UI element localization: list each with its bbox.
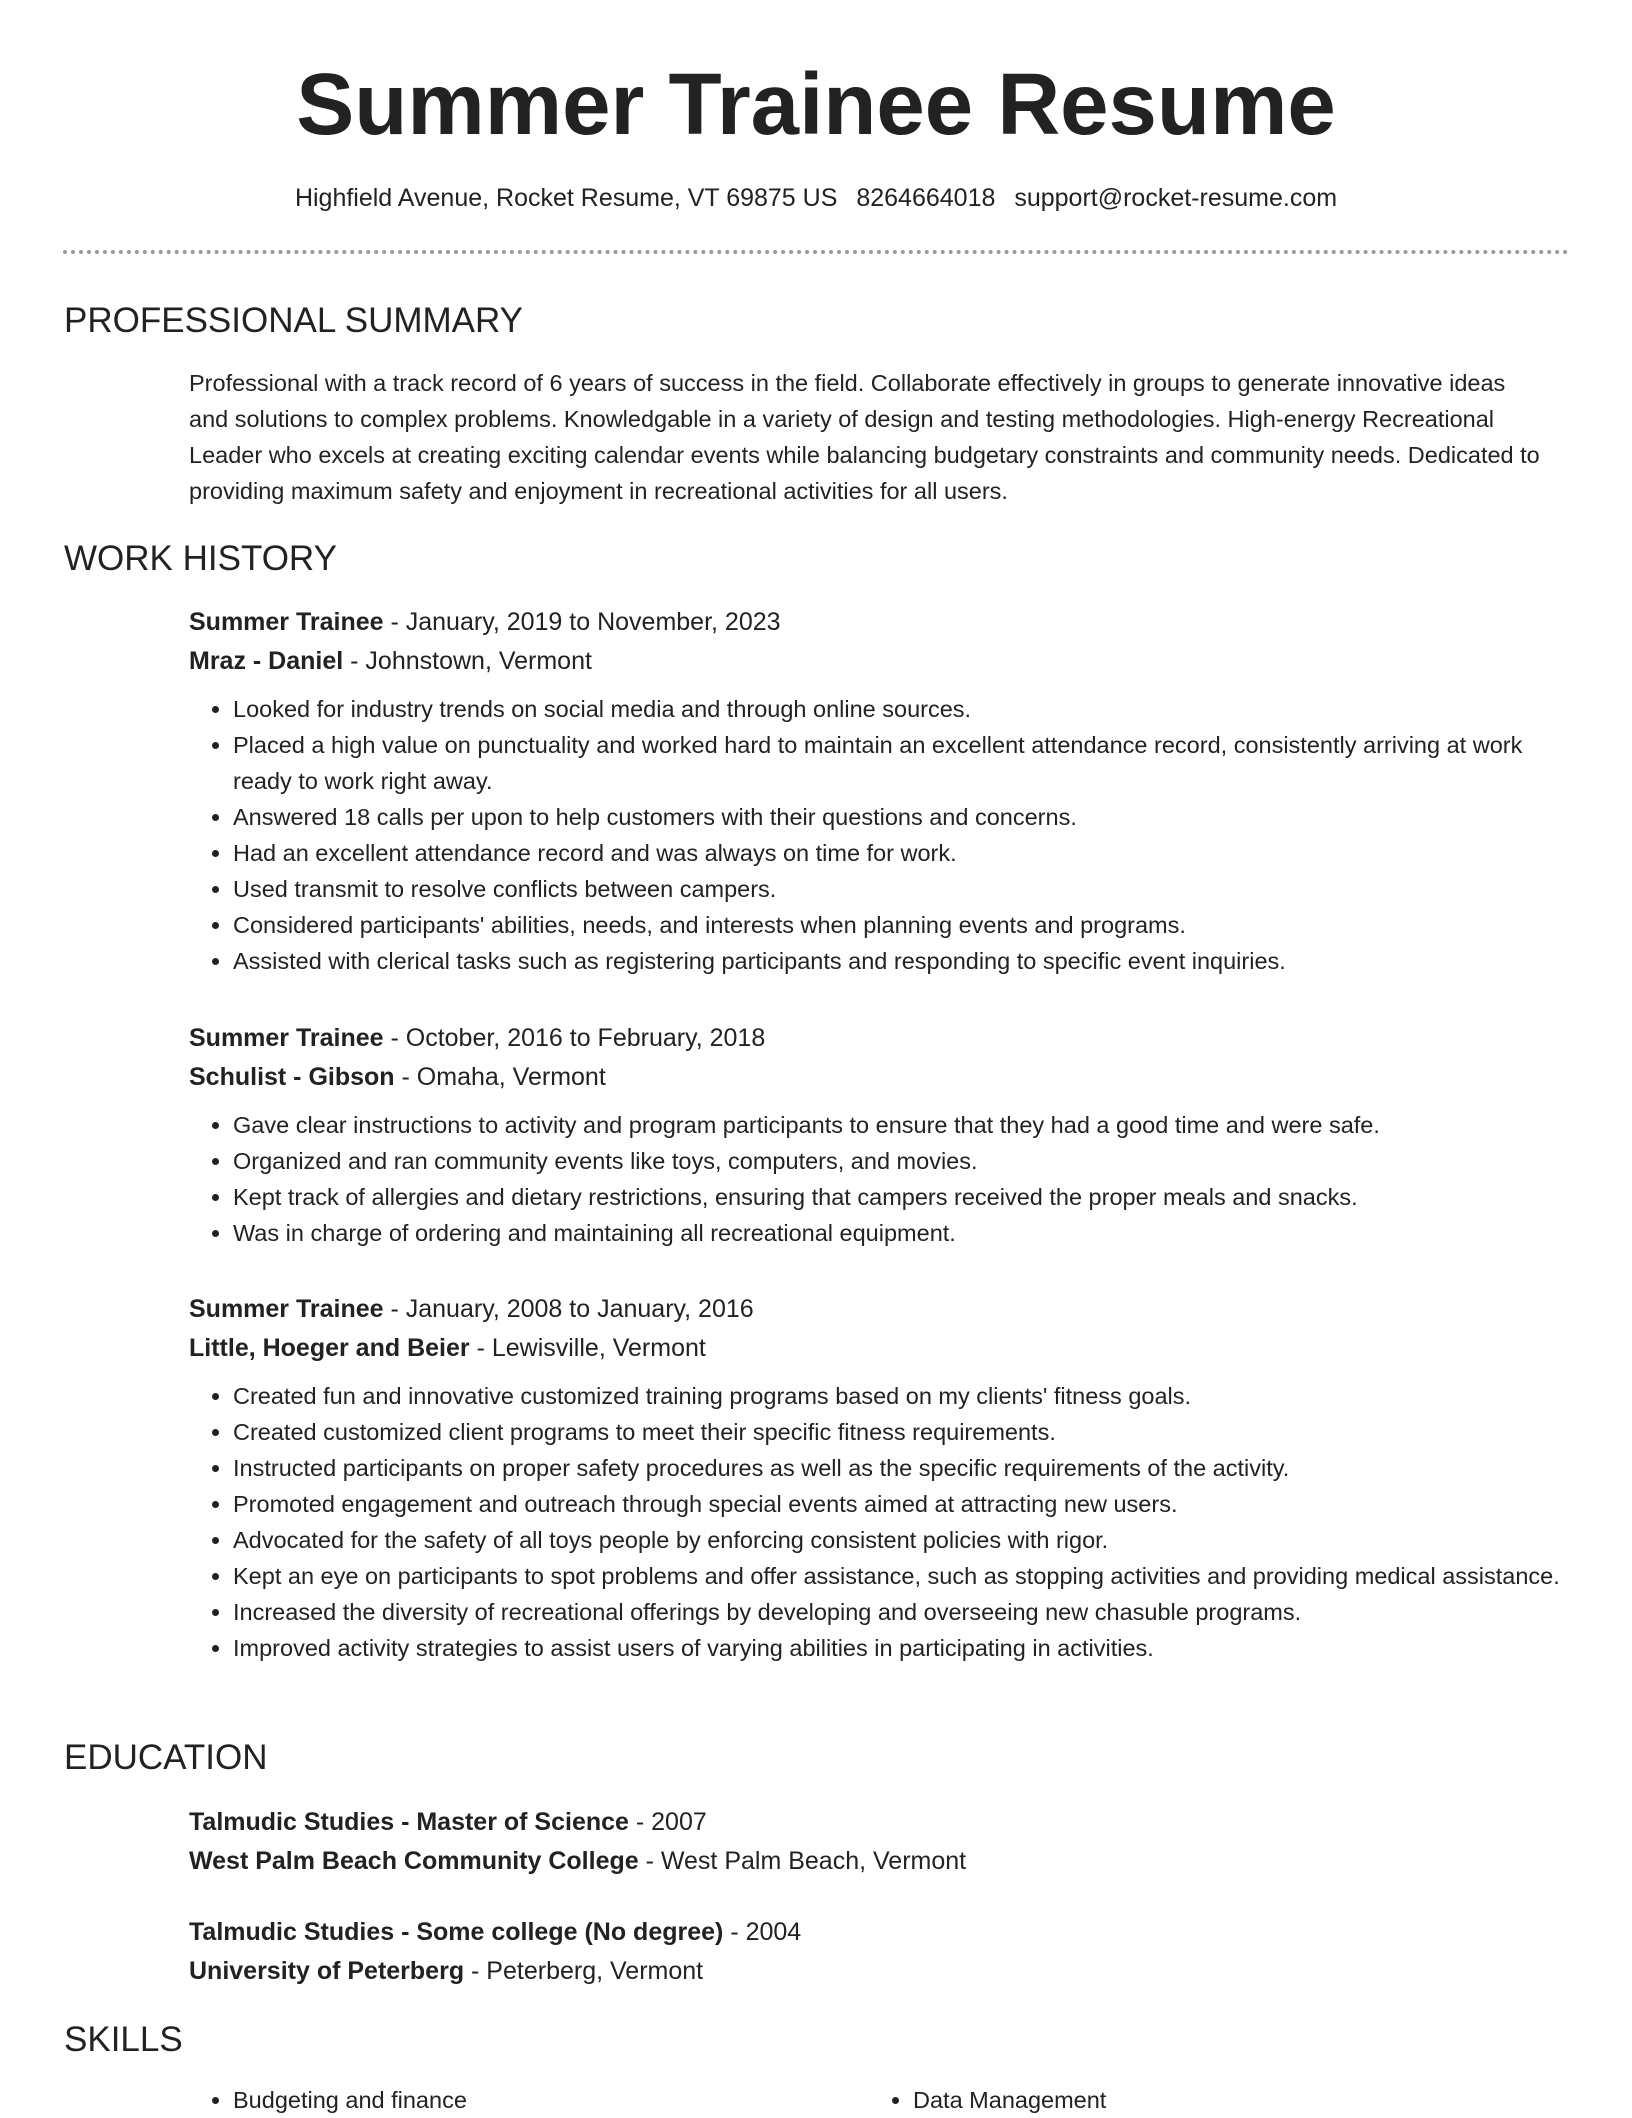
job-dates: - October, 2016 to February, 2018 (383, 1024, 766, 1052)
job-company: Mraz - Daniel (189, 647, 344, 675)
job-company-line (189, 1058, 1569, 1097)
list-item: • Was in charge of ordering and maintaining all recreational equipment. (233, 1215, 1569, 1251)
education-entry (189, 1803, 1569, 1881)
job-company: Little, Hoeger and Beier (189, 1334, 470, 1362)
job-location: - Omaha, Vermont (394, 1063, 606, 1091)
job-bullets (189, 691, 1569, 979)
education-location: - Peterberg, Vermont (464, 1957, 704, 1985)
job-title-line (189, 1019, 1569, 1058)
section-heading-skills: SKILLS (64, 2020, 183, 2059)
job-title-line (189, 603, 1569, 642)
list-item: • Improved activity strategies to assist users of varying abilities in participating in activities. (233, 1630, 1569, 1666)
contact-line (0, 181, 1632, 215)
job-dates: - January, 2008 to January, 2016 (383, 1295, 754, 1323)
job-company-line (189, 1329, 1569, 1368)
education-year: - 2007 (628, 1808, 707, 1836)
job-entry (189, 1290, 1569, 1666)
job-title: Summer Trainee (189, 1295, 384, 1323)
job-entry (189, 603, 1569, 979)
list-item: • Kept an eye on participants to spot problems and offer assistance, such as stopping activities and providing medical assistance. (233, 1558, 1569, 1594)
education-school-line (189, 1952, 1569, 1991)
section-heading-work: WORK HISTORY (64, 539, 337, 578)
list-item: • Placed a high value on punctuality and worked hard to maintain an excellent attendance record, consistently arriving at work ready to work right away. (233, 727, 1569, 799)
skills-column-left (189, 2082, 467, 2118)
job-location: - Johnstown, Vermont (343, 647, 592, 675)
list-item: • Data Management (913, 2082, 1106, 2118)
list-item: • Promoted engagement and outreach through special events aimed at attracting new users. (233, 1486, 1569, 1522)
education-degree: Talmudic Studies - Master of Science (189, 1808, 629, 1836)
education-degree-line (189, 1913, 1569, 1952)
list-item: • Increased the diversity of recreational offerings by developing and overseeing new chasuble programs. (233, 1594, 1569, 1630)
list-item: • Advocated for the safety of all toys people by enforcing consistent policies with rigor. (233, 1522, 1569, 1558)
education-location: - West Palm Beach, Vermont (638, 1847, 967, 1875)
list-item: • Organized and ran community events like toys, computers, and movies. (233, 1143, 1569, 1179)
section-heading-summary: PROFESSIONAL SUMMARY (64, 301, 523, 340)
job-company-line (189, 642, 1569, 681)
job-bullets (189, 1107, 1569, 1251)
list-item: • Considered participants' abilities, needs, and interests when planning events and programs. (233, 907, 1569, 943)
list-item: • Kept track of allergies and dietary restrictions, ensuring that campers received the proper meals and snacks. (233, 1179, 1569, 1215)
header-divider (63, 250, 1569, 254)
list-item: • Created fun and innovative customized training programs based on my clients' fitness goals. (233, 1378, 1569, 1414)
education-year: - 2004 (723, 1918, 802, 1946)
contact-email: support@rocket-resume.com (1014, 184, 1338, 212)
list-item: • Gave clear instructions to activity and program participants to ensure that they had a good time and were safe. (233, 1107, 1569, 1143)
education-entry (189, 1913, 1569, 1991)
education-school: University of Peterberg (189, 1957, 465, 1985)
list-item: • Assisted with clerical tasks such as registering participants and responding to specific event inquiries. (233, 943, 1569, 979)
list-item: • Instructed participants on proper safety procedures as well as the specific requirements of the activity. (233, 1450, 1569, 1486)
education-degree-line (189, 1803, 1569, 1842)
education-school-line (189, 1842, 1569, 1881)
job-entry (189, 1019, 1569, 1251)
job-location: - Lewisville, Vermont (469, 1334, 706, 1362)
resume-title: Summer Trainee Resume (296, 56, 1336, 153)
contact-address: Highfield Avenue, Rocket Resume, VT 69875 US (294, 184, 838, 212)
list-item: • Created customized client programs to meet their specific fitness requirements. (233, 1414, 1569, 1450)
job-company: Schulist - Gibson (189, 1063, 395, 1091)
contact-phone: 8264664018 (856, 184, 996, 212)
list-item: • Used transmit to resolve conflicts between campers. (233, 871, 1569, 907)
education-school: West Palm Beach Community College (189, 1847, 639, 1875)
list-item: • Looked for industry trends on social media and through online sources. (233, 691, 1569, 727)
job-title-line (189, 1290, 1569, 1329)
list-item: • Had an excellent attendance record and was always on time for work. (233, 835, 1569, 871)
section-heading-education: EDUCATION (64, 1738, 268, 1777)
job-bullets (189, 1378, 1569, 1666)
job-title: Summer Trainee (189, 1024, 384, 1052)
list-item: • Budgeting and finance (233, 2082, 467, 2118)
job-title: Summer Trainee (189, 608, 384, 636)
summary-text: Professional with a track record of 6 years of success in the field. Collaborate effectively in groups to generate innovative ideas and solutions to complex problems. Knowledgable in a variety of design and testing methodologies. High-energy Recreational Leader who excels at creating exciting calendar events while balancing budgetary constraints and community needs. Dedicated to providing maximum safety and enjoyment in recreational activities for all users. (189, 370, 1540, 504)
list-item: • Answered 18 calls per upon to help customers with their questions and concerns. (233, 799, 1569, 835)
education-degree: Talmudic Studies - Some college (No degree) (189, 1918, 724, 1946)
skills-column-right (869, 2082, 1106, 2118)
job-dates: - January, 2019 to November, 2023 (383, 608, 781, 636)
